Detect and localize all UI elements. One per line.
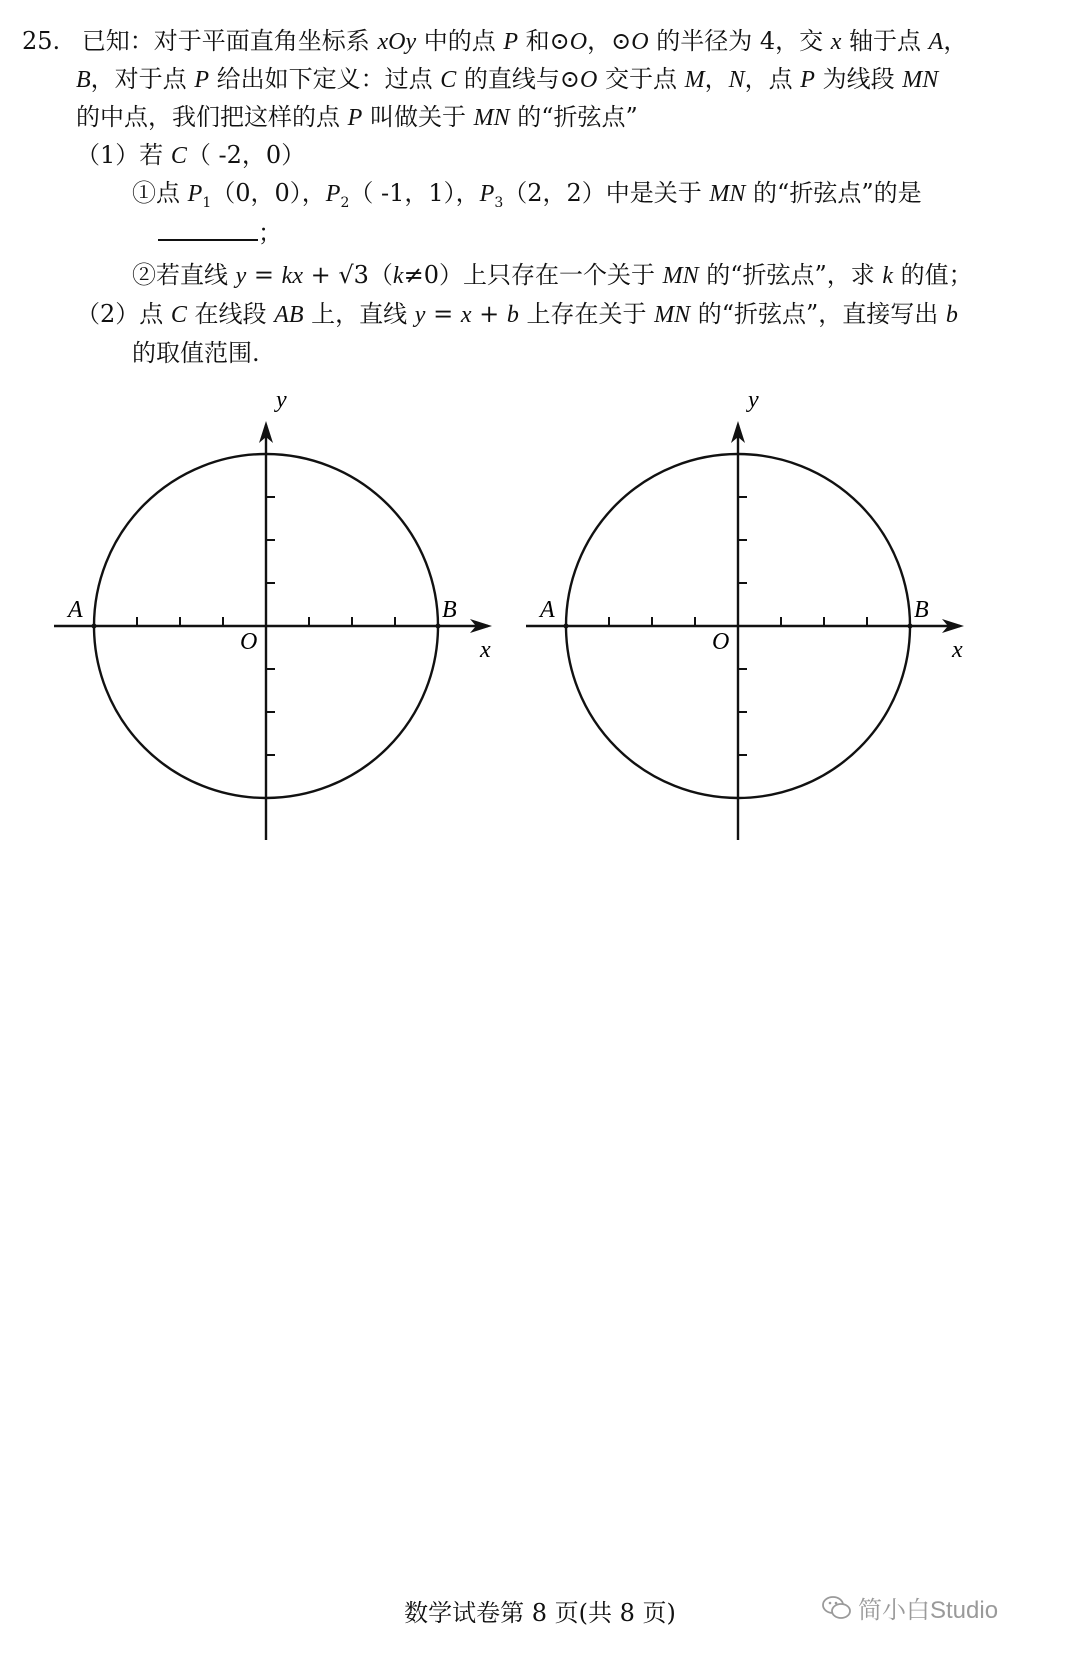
text: （2）点 [76, 300, 171, 328]
text: 的中点，我们把这样的点 [76, 103, 348, 131]
text: 的“折弦点”，求 [698, 261, 883, 289]
coordinate-figure-left [40, 395, 510, 855]
x-label: x [952, 637, 963, 663]
text: 的“折弦点”，直接写出 [690, 300, 946, 328]
text: 叫做关于 [362, 103, 474, 131]
text: （0，0）， [211, 179, 326, 207]
point-b [436, 624, 441, 629]
text: ； [258, 219, 282, 247]
math-var: x [830, 29, 842, 55]
math-var: x [460, 302, 472, 328]
text: 的值； [893, 261, 973, 289]
math-var: P [503, 29, 519, 55]
math-var: P [479, 181, 495, 207]
text: 的“折弦点”的是 [745, 179, 922, 207]
text: ，⊙ [587, 27, 632, 55]
text: ， [943, 27, 968, 55]
text: （1）若 [76, 141, 171, 169]
text: 和⊙ [518, 27, 570, 55]
text: ②若直线 [132, 261, 236, 289]
y-label: y [748, 395, 759, 413]
math-var: xOy [377, 29, 417, 55]
math-var: MN [902, 67, 939, 93]
part-1-header [76, 138, 305, 173]
text: 的取值范围. [132, 339, 260, 367]
text: 为线段 [814, 65, 903, 93]
text: 上，直线 [303, 300, 415, 328]
text: 上存在关于 [518, 300, 655, 328]
text: （ -1，1）， [349, 179, 480, 207]
part-2 [76, 297, 958, 332]
part-1-question-1 [132, 176, 922, 220]
text: （ -2，0） [186, 141, 306, 169]
math-var: P [800, 67, 815, 93]
y-label: y [276, 395, 287, 413]
watermark-text: 简小白Studio [858, 1597, 999, 1624]
text: = [425, 300, 461, 328]
point-a [564, 624, 569, 629]
math-var: k [392, 263, 404, 289]
text: ，对于点 [90, 65, 195, 93]
math-var: kx [281, 263, 303, 289]
math-var: O [569, 29, 588, 55]
text: 的半径为 4，交 [648, 27, 831, 55]
watermark [822, 1590, 998, 1625]
text: 已知：对于平面直角坐标系 [81, 27, 378, 55]
text: = [246, 261, 282, 289]
text: + [471, 300, 507, 328]
math-var: AB [274, 302, 304, 328]
text: 的“折弦点” [509, 103, 638, 131]
page-footer: 数学试卷第 8 页(共 8 页) [404, 1599, 676, 1627]
text: 的直线与⊙ [456, 65, 581, 93]
text: 在线段 [186, 300, 275, 328]
text: 交于点 [597, 65, 685, 93]
math-var: P [325, 181, 341, 207]
math-var: y [235, 263, 247, 289]
text: ①点 [132, 179, 188, 207]
problem-line-2 [76, 62, 938, 97]
text: 轴于点 [841, 27, 929, 55]
problem-line-1 [22, 24, 967, 59]
answer-line [158, 216, 282, 250]
label-o: O [240, 629, 258, 655]
text: 给出如下定义：过点 [208, 65, 441, 93]
math-var: y [414, 302, 426, 328]
sqrt-three: √3 [338, 261, 369, 289]
math-var: M [684, 67, 705, 93]
text: ， [704, 65, 729, 93]
math-var: O [580, 67, 598, 93]
text: 中的点 [416, 27, 504, 55]
label-o: O [712, 629, 730, 655]
answer-blank[interactable] [158, 217, 258, 241]
text: ≠0）上只存在一个关于 [403, 261, 663, 289]
math-var: MN [662, 263, 699, 289]
math-var: O [631, 29, 649, 55]
math-var: N [728, 67, 745, 93]
math-var: C [170, 302, 187, 328]
label-b: B [442, 597, 457, 623]
math-var: P [187, 181, 203, 207]
label-a: A [68, 597, 83, 623]
math-var: C [170, 143, 187, 169]
math-var: P [194, 67, 209, 93]
problem-number: 25. [22, 27, 61, 55]
x-label: x [480, 637, 491, 663]
math-var: b [945, 302, 958, 328]
part-2-continued [132, 336, 260, 370]
math-var: MN [473, 105, 510, 131]
math-var: MN [654, 302, 691, 328]
text: （2，2）中是关于 [503, 179, 710, 207]
label-b: B [914, 597, 929, 623]
wechat-icon [822, 1595, 852, 1621]
text: + [302, 261, 339, 289]
label-a: A [540, 597, 555, 623]
coordinate-figure-right [512, 395, 982, 855]
subscript: 3 [494, 194, 504, 211]
math-var: b [506, 302, 519, 328]
point-a [92, 624, 97, 629]
point-b [908, 624, 913, 629]
math-var: C [440, 67, 457, 93]
math-var: A [928, 29, 944, 55]
subscript: 1 [202, 194, 212, 211]
math-var: MN [709, 181, 746, 207]
math-var: k [882, 263, 894, 289]
subscript: 2 [340, 194, 350, 211]
text: （ [368, 261, 393, 289]
math-var: B [76, 67, 91, 93]
text: ，点 [744, 65, 801, 93]
math-var: P [347, 105, 363, 131]
part-1-question-2 [132, 258, 973, 293]
problem-line-3 [76, 100, 638, 135]
